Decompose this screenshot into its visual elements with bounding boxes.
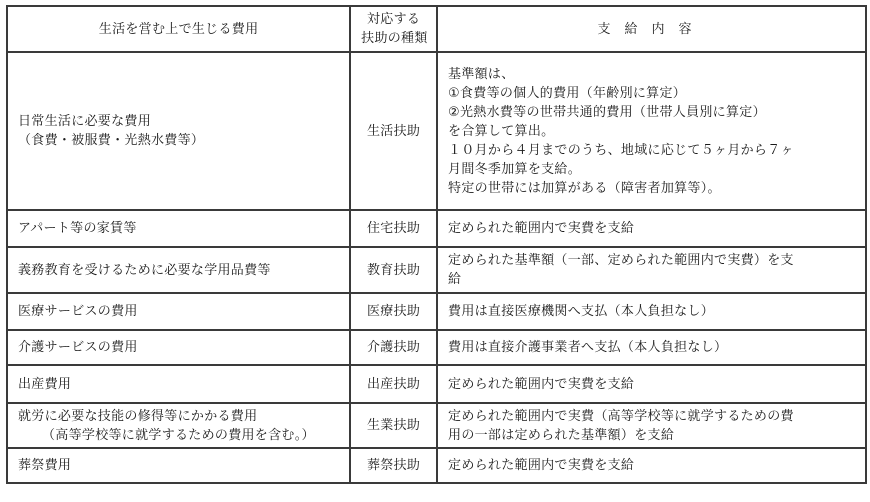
aid-type-text: 葬祭扶助 [366,458,421,473]
table-row-housing-aid [7,210,866,247]
aid-type-cell [350,52,437,210]
content-line: 費用は直接介護事業者へ支払（本人負担なし） [448,340,728,355]
header-content-label: 支給内容 [597,21,706,37]
header-cost-label: 生活を営む上で生じる費用 [98,21,259,37]
cost-cell [7,293,350,330]
content-line: 特定の世帯には加算がある（障害者加算等）。 [448,180,721,196]
table-row-living-aid [7,52,866,210]
table-row-education-aid [7,247,866,293]
cost-cell [7,403,350,448]
aid-type-cell [350,403,437,448]
cost-text: 葬祭費用 [18,458,72,473]
content-cell [437,247,866,293]
content-line: １０月から４月までのうち、地域に応じて５ヶ月から７ヶ [448,142,794,158]
aid-type-text: 生活扶助 [366,123,421,139]
cost-text: 日常生活に必要な費用 [18,114,152,129]
aid-type-text: 出産扶助 [366,376,421,392]
content-line: 用の一部は定められた基準額）を支給 [448,427,675,443]
cost-text: 就労に必要な技能の修得等にかかる費用 [18,408,258,424]
aid-type-cell [350,247,437,293]
cost-subtext: （高等学校等に就学するための費用を含む。） [42,427,315,443]
content-cell [437,330,866,365]
cost-cell [7,247,350,293]
table-row-childbirth-aid [7,365,866,403]
table-header-row [7,6,866,52]
content-cell [437,293,866,330]
aid-type-text: 生業扶助 [366,418,421,433]
aid-type-text: 教育扶助 [366,262,421,278]
content-line: 定められた基準額（一部、定められた範囲内で実費）を支 [448,253,794,268]
header-aid-type-line2: 扶助の種類 [361,31,428,46]
aid-type-text: 介護扶助 [366,340,421,355]
aid-type-cell [350,210,437,247]
aid-type-text: 住宅扶助 [366,221,421,236]
cost-cell [7,448,350,483]
table-row-nursing-care-aid [7,330,866,365]
cost-cell [7,330,350,365]
content-line: 定められた範囲内で実費を支給 [448,221,635,236]
header-content [437,6,866,52]
header-aid-type-line1: 対応する [366,12,421,27]
aid-type-text: 医療扶助 [366,304,421,319]
cost-text: 医療サービスの費用 [18,304,138,319]
cost-text: 出産費用 [18,376,72,392]
table-row-occupational-aid [7,403,866,448]
cost-subtext: （食費・被服費・光熱水費等） [18,133,205,148]
cost-cell [7,52,350,210]
aid-type-cell [350,448,437,483]
cost-text: アパート等の家賃等 [18,221,137,236]
table-row-medical-aid [7,293,866,330]
cost-text: 義務教育を受けるために必要な学用品費等 [18,262,271,278]
cost-cell [7,365,350,403]
aid-type-cell [350,293,437,330]
content-line: を合算して算出。 [448,123,555,139]
content-line: ②光熱水費等の世帯共通的費用（世帯人員別に算定） [448,104,766,120]
cost-text: 介護サービスの費用 [18,340,138,355]
content-line: 月間冬季加算を支給。 [448,161,582,177]
content-cell [437,365,866,403]
header-cost [7,6,350,52]
cost-cell [7,210,350,247]
content-cell [437,448,866,483]
public-assistance-table [6,5,867,484]
content-line: ①食費等の個人的費用（年齢別に算定） [448,85,687,101]
content-line: 費用は直接医療機関へ支払（本人負担なし） [448,304,715,319]
content-cell [437,403,866,448]
aid-type-cell [350,365,437,403]
content-line: 給 [448,272,462,287]
table-row-funeral-aid [7,448,866,483]
header-aid-type [350,6,437,52]
content-cell [437,52,866,210]
content-line: 基準額は、 [448,66,515,82]
content-line: 定められた範囲内で実費を支給 [448,376,635,392]
content-line: 定められた範囲内で実費（高等学校等に就学するための費 [448,408,794,424]
content-cell [437,210,866,247]
content-line: 定められた範囲内で実費を支給 [448,458,635,473]
aid-type-cell [350,330,437,365]
